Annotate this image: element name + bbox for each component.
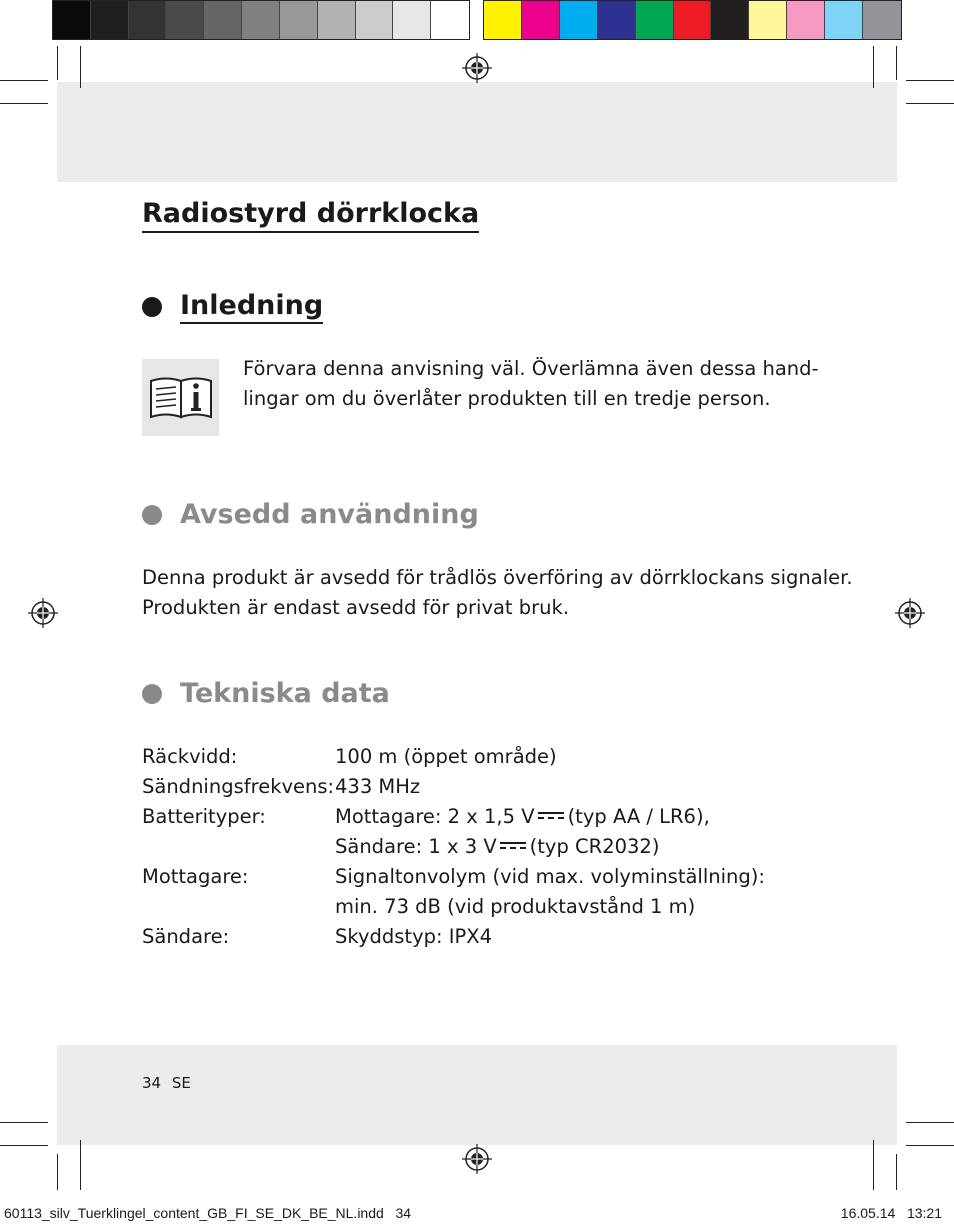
slug-file-info (4, 1205, 411, 1221)
tech-value (335, 832, 659, 862)
color-swatch (825, 1, 863, 39)
color-swatch (711, 1, 749, 39)
bullet-icon (142, 297, 162, 317)
tech-data-table (142, 742, 765, 952)
battery-receiver-type: (typ AA / LR6), (567, 805, 710, 828)
process-color-bar (483, 0, 902, 40)
section-title: Tekniska data (180, 678, 390, 709)
page-footer (142, 1074, 191, 1092)
crop-mark (80, 1140, 81, 1190)
color-swatch (560, 1, 598, 39)
tech-value: 433 MHz (335, 775, 421, 798)
grayscale-color-bar (52, 0, 470, 40)
crop-mark (906, 103, 954, 104)
intro-paragraph (243, 354, 819, 414)
header-gray-band (57, 82, 897, 182)
registration-mark-icon (461, 52, 493, 84)
color-swatch (484, 1, 522, 39)
tech-label: Batterityper: (142, 805, 266, 828)
tech-row (142, 892, 765, 922)
footer-gray-band (57, 1045, 897, 1145)
info-book-icon (142, 359, 219, 436)
tech-value: Signaltonvolym (vid max. volyminställning): (335, 865, 765, 888)
tech-value: min. 73 dB (vid produktavstånd 1 m) (335, 895, 696, 918)
document-title: Radiostyrd dörrklocka (142, 198, 479, 233)
crop-mark (873, 1140, 874, 1190)
crop-mark (57, 1154, 58, 1190)
slug-timestamp (841, 1205, 942, 1221)
tech-label: Räckvidd: (142, 745, 238, 768)
tech-row (142, 832, 765, 862)
color-swatch (787, 1, 825, 39)
crop-mark (57, 46, 58, 80)
color-swatch (522, 1, 560, 39)
color-swatch (53, 1, 91, 39)
crop-mark (0, 1145, 48, 1146)
color-swatch (598, 1, 636, 39)
crop-mark (0, 80, 48, 81)
crop-mark (906, 80, 954, 81)
color-swatch (280, 1, 318, 39)
color-swatch (674, 1, 712, 39)
dc-symbol-icon (500, 841, 526, 851)
color-swatch (636, 1, 674, 39)
slug-file-page: 34 (395, 1205, 412, 1221)
section-title: Inledning (180, 290, 323, 324)
crop-mark (873, 46, 874, 88)
crop-mark (906, 1122, 954, 1123)
color-swatch (393, 1, 431, 39)
slug-time: 13:21 (906, 1205, 942, 1221)
page-language: SE (171, 1074, 191, 1092)
tech-row (142, 862, 765, 892)
color-swatch (356, 1, 394, 39)
color-swatch (91, 1, 129, 39)
section-heading-intended-use (142, 499, 479, 531)
battery-transmitter-type: (typ CR2032) (529, 835, 660, 858)
registration-mark-icon (27, 597, 59, 629)
tech-value: 100 m (öppet område) (335, 745, 557, 768)
tech-value: Skyddstyp: IPX4 (335, 925, 493, 948)
dc-symbol-icon (538, 811, 564, 821)
registration-mark-icon (894, 597, 926, 629)
tech-label: Mottagare: (142, 865, 249, 888)
section-title: Avsedd användning (180, 499, 479, 530)
text-line: Produkten är endast avsedd för privat bruk. (142, 596, 570, 619)
text-line: Förvara denna anvisning väl. Överlämna även dessa hand- (243, 357, 819, 380)
crop-mark (0, 1122, 48, 1123)
color-swatch (431, 1, 469, 39)
color-swatch (242, 1, 280, 39)
color-swatch (166, 1, 204, 39)
bullet-icon (142, 505, 162, 525)
color-swatch (129, 1, 167, 39)
page-number: 34 (142, 1074, 162, 1092)
color-swatch (863, 1, 901, 39)
crop-mark (896, 1154, 897, 1190)
crop-mark (80, 46, 81, 88)
color-swatch (749, 1, 787, 39)
tech-row (142, 742, 765, 772)
tech-row (142, 922, 765, 952)
color-swatch (318, 1, 356, 39)
crop-mark (896, 46, 897, 80)
text-line: Denna produkt är avsedd för trådlös överföring av dörrklockans signaler. (142, 566, 853, 589)
section-heading-intro (142, 290, 323, 324)
battery-transmitter-text: Sändare: 1 x 3 V (335, 835, 497, 858)
slug-filename: 60113_silv_Tuerklingel_content_GB_FI_SE_DK_BE_NL.indd (4, 1205, 384, 1221)
crop-mark (906, 1145, 954, 1146)
battery-receiver-text: Mottagare: 2 x 1,5 V (335, 805, 535, 828)
tech-label: Sändare: (142, 925, 230, 948)
text-line: lingar om du överlåter produkten till en tredje person. (243, 387, 771, 410)
tech-label: Sändningsfrekvens: (142, 775, 335, 798)
section-heading-tech (142, 678, 390, 710)
tech-row (142, 772, 765, 802)
intended-use-paragraph (142, 563, 853, 623)
slug-date: 16.05.14 (840, 1205, 896, 1221)
bullet-icon (142, 684, 162, 704)
tech-row (142, 802, 765, 832)
color-swatch (204, 1, 242, 39)
crop-mark (0, 103, 48, 104)
tech-value (335, 802, 710, 832)
registration-mark-icon (461, 1143, 493, 1175)
